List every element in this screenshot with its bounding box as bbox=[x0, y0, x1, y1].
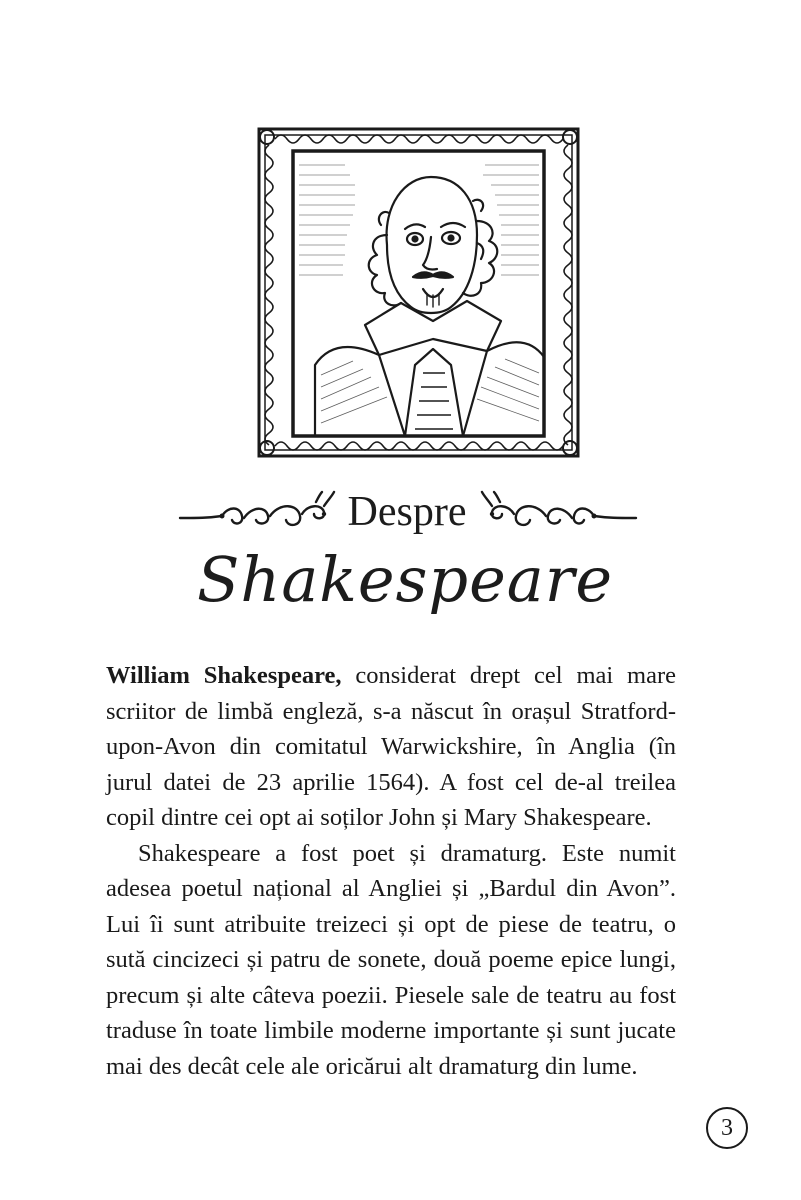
paragraph-1 bbox=[106, 658, 676, 836]
paragraph-2: Shakespeare a fost poet și dramaturg. Este numit adesea poetul național al Angliei și „Bardul din Avon”. Lui îi sunt atribuite treizeci și opt de piese de teatru, o sută cincizeci și patru de sonete, două poeme epice lungi, precum și alte câteva poezii. Piesele sale de teatru au fost traduse în toate limbile moderne importante și sunt jucate mai des decât cele ale oricărui alt dramaturg din lume. bbox=[106, 839, 676, 1080]
shakespeare-portrait-icon bbox=[255, 125, 582, 460]
author-name: William Shakespeare, bbox=[106, 662, 342, 689]
flourish-left-icon bbox=[178, 488, 338, 530]
paragraph-1-text: considerat drept cel mai mare scriitor de limbă engleză, s-a născut în orașul Stratford-upon-Avon din comitatul Warwickshire, în Anglia (în jurul datei de 23 aprilie 1564). A fost cel de-al treilea copil dintre cei opt ai soților John și Mary Shakespeare. bbox=[106, 662, 676, 831]
heading-shakespeare: Shakespeare bbox=[196, 543, 614, 616]
body-text bbox=[106, 658, 676, 1084]
flourish-right-icon bbox=[478, 488, 638, 530]
page-number: 3 bbox=[706, 1107, 748, 1149]
heading-despre: Despre bbox=[347, 489, 467, 535]
